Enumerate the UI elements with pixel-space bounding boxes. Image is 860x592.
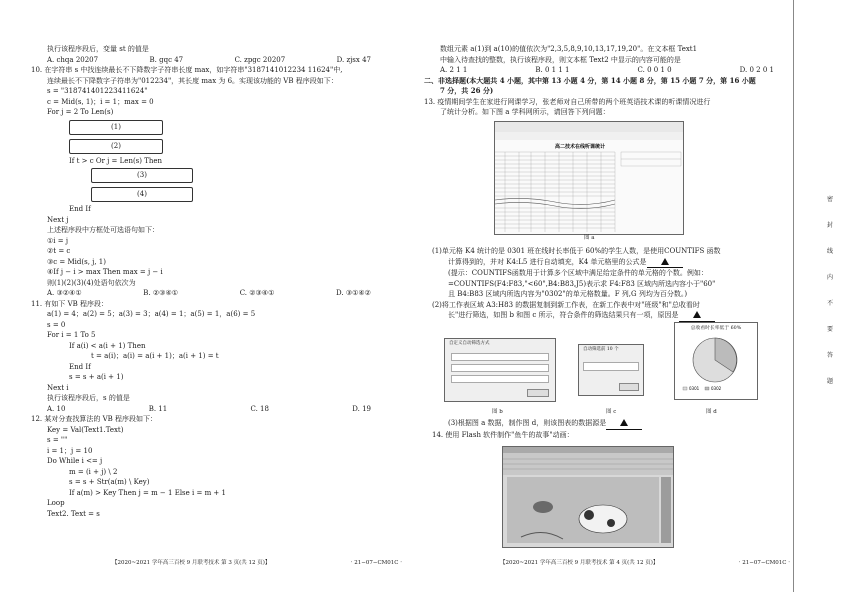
q13-1-line: (提示：COUNTIFS函数用于计算多个区域中满足给定条件的单元格的个数。例如： xyxy=(448,269,708,277)
seal-char: 要 xyxy=(826,326,833,333)
figure-b-caption: 图 b xyxy=(492,409,503,415)
q10-options xyxy=(31,288,371,299)
footer-text: 【2020~2021 学年高三百校 9 月联考技术 第 4 页(共 12 页)】 xyxy=(500,560,659,566)
q13-stem: 13. 疫情期间学生在家进行网课学习，张老师对自己所带的两个班英语技术课的听课情况进行 xyxy=(424,97,711,106)
figure-a-spreadsheet xyxy=(494,121,684,235)
option: C. zpgc 20207 xyxy=(234,55,286,64)
q13-2-line: (2)将工作表区域 A3:H83 的数据复制到新工作表，在新工作表中对"班级"和"总收看时 xyxy=(432,300,700,309)
code-line: Loop xyxy=(47,499,65,507)
q10-choice: ①i = j xyxy=(47,236,68,245)
flash-image xyxy=(503,447,673,547)
seal-char: 封 xyxy=(826,222,833,229)
seal-char: 密 xyxy=(826,196,833,203)
answer-marker-icon xyxy=(620,419,628,426)
option: A. 10 xyxy=(47,404,66,413)
answer-blank[interactable] xyxy=(647,257,683,269)
q10-stem-2: 连续最长不下降数字子符串为"012234"，其长度 max 为 6。实现该功能的 VB 程序段如下： xyxy=(47,76,338,85)
q9-options xyxy=(31,55,371,66)
code-line: If a(i) < a(i + 1) Then xyxy=(69,341,146,350)
seal-char: 题 xyxy=(826,378,833,385)
code-blank-box-4: (4) xyxy=(91,187,193,202)
code-line: Text2. Text = s xyxy=(47,509,100,518)
answer-blank[interactable] xyxy=(606,418,642,430)
figure-d-chart xyxy=(674,322,758,400)
option: D. 19 xyxy=(352,404,371,413)
code-line: End If xyxy=(69,205,91,213)
code-blank-box-3: (3) xyxy=(91,168,193,183)
code-line: t = a(i)；a(i) = a(i + 1)；a(i + 1) = t xyxy=(91,352,219,360)
code-line: c = Mid(s, 1)；i = 1；max = 0 xyxy=(47,97,154,106)
code-line: If a(m) > Key Then j = m − 1 Else i = m + 1 xyxy=(69,488,226,497)
code-line: End If xyxy=(69,362,91,371)
legend-label: 0301 xyxy=(689,386,700,392)
seal-line-text xyxy=(825,195,835,386)
fig-a-title: 高二技术在线听课统计 xyxy=(555,144,606,150)
q11-ask: 执行该程序段后，s 的值是 xyxy=(47,394,130,402)
option: A. ③②④① xyxy=(47,289,82,297)
section-heading-cont: 7 分，共 26 分) xyxy=(440,86,494,95)
q9-tail: 执行该程序段后，变量 st 的值是 xyxy=(47,45,149,53)
option: D. zjsx 47 xyxy=(336,55,371,64)
legend-swatch xyxy=(705,387,709,390)
footer-code: · 21−07−CM01C · xyxy=(350,560,402,566)
q13-3-line: (3)根据图 a 数据，制作图 d，则该图表的数据源是 xyxy=(432,418,772,430)
option: C. 18 xyxy=(250,404,269,413)
q12-options xyxy=(424,65,774,76)
code-line: Next i xyxy=(47,383,69,392)
code-line: If t > c Or j = Len(s) Then xyxy=(69,156,163,165)
q13-2-line: 长"进行筛选，如图 b 和图 c 所示，符合条件的筛选结果只有一项，原因是 xyxy=(432,310,772,322)
seal-char: 不 xyxy=(826,300,833,307)
code-line: Next j xyxy=(47,215,69,224)
q14-stem: 14. 使用 Flash 软件制作"鱼牛的故事"动画： xyxy=(432,430,574,439)
code-line: For i = 1 To 5 xyxy=(47,331,96,339)
q13-1-line: 且 B4:B83 区域内所选内容为"0302"的单元格数量。F 列,G 列均为百分数。) xyxy=(448,290,688,298)
q12-cont: 中输入待查找的整数，执行该程序段，则文本框 Text2 中显示的内容可能的是 xyxy=(440,55,681,64)
code-line: s = s + a(i + 1) xyxy=(69,373,124,381)
q13-part1 xyxy=(432,246,772,322)
code-line: s = 0 xyxy=(47,320,66,329)
q13-part3 xyxy=(432,418,772,440)
option: A. chqa 20207 xyxy=(47,55,99,64)
q13-1-line: =COUNTIFS(F4:F83,"<60",B4:B83,J5)表示求 F4:F83 区域内所选内容小于"60" xyxy=(448,279,716,288)
option: D. 0 2 0 1 xyxy=(739,66,774,74)
legend-swatch xyxy=(683,387,687,390)
q13-1-line: (1)单元格 K4 统计的是 0301 班在线时长率低于 60%的学生人数，是使用COUNTIFS 函数 xyxy=(432,247,721,255)
q12-cont: 数组元素 a(1)到 a(10)的值依次为"2,3,5,8,9,10,13,17,19,20"。在文本框 Text1 xyxy=(440,45,698,53)
seal-char: 线 xyxy=(826,248,833,255)
option: B. gqc 47 xyxy=(149,55,184,64)
footer-right xyxy=(500,559,790,567)
code-line: s = s + Str(a(m) \ Key) xyxy=(69,478,150,486)
q11-stem: 11. 有如下 VB 程序段： xyxy=(31,299,109,308)
option: C. ②③④① xyxy=(239,289,275,297)
q10-choice: ②t = c xyxy=(47,247,71,255)
code-line: i = 1；j = 10 xyxy=(47,446,93,455)
spreadsheet-image xyxy=(495,122,683,234)
figure-d-caption: 图 d xyxy=(706,409,717,415)
q10-choice: ③c = Mid(s, j, 1) xyxy=(47,257,106,266)
q10-fill: 上述程序段中方框处可选语句如下： xyxy=(47,226,159,234)
section-heading: 二、非选择题(本大题共 4 小题，其中第 13 小题 4 分，第 14 小题 8 分，第 15 小题 7 分，第 16 小题 xyxy=(424,75,756,85)
q11-options xyxy=(31,404,371,415)
right-column xyxy=(424,44,774,118)
answer-blank[interactable] xyxy=(679,310,715,322)
code-line: m = (i + j) \ 2 xyxy=(69,467,118,476)
code-line: s = "" xyxy=(47,436,68,444)
q13-1-line: 计算得到的，并对 K4:L5 进行自动填充，K4 单元格里的公式是 xyxy=(432,257,772,269)
code-line: Key = Val(Text1.Text) xyxy=(47,425,124,434)
footer-left xyxy=(112,559,402,567)
code-blank-box-1: (1) xyxy=(69,120,163,135)
option: D. ③①④② xyxy=(336,289,371,297)
figure-c-caption: 图 c xyxy=(606,409,617,415)
legend-label: 0302 xyxy=(711,386,722,392)
fig-b-title: 自定义自动筛选方式 xyxy=(449,341,490,346)
code-line: s = "318741401223411624" xyxy=(47,87,148,95)
left-column xyxy=(31,44,371,519)
answer-marker-icon xyxy=(693,311,701,318)
footer-text: 【2020~2021 学年高三百校 9 月联考技术 第 3 页(共 12 页)】 xyxy=(112,560,271,566)
code-line: a(1) = 4；a(2) = 5；a(3) = 3；a(4) = 1；a(5) = 1，a(6) = 5 xyxy=(47,310,256,318)
seal-char: 内 xyxy=(826,274,833,281)
code-blank-box-2: (2) xyxy=(69,139,163,154)
option: A. 2 1 1 xyxy=(440,66,468,74)
answer-marker-icon xyxy=(661,258,669,265)
code-line: Do While i <= j xyxy=(47,457,103,465)
code-line: For j = 2 To Len(s) xyxy=(47,108,114,116)
q10-stem-1: 10. 在字符串 s 中找连续最长不下降数字子符串长度 max，如字符串"3187141012234 11624"中, xyxy=(31,66,343,74)
q13-stem: 了统计分析。如下图 a 学科网所示，请回答下列问题： xyxy=(440,108,610,116)
footer-code: · 21−07−CM01C · xyxy=(738,560,790,566)
q12-stem: 12. 某对分查找算法的 VB 程序段如下： xyxy=(31,415,158,423)
figure-c-dialog xyxy=(578,344,644,396)
figure-b-dialog xyxy=(444,338,556,402)
q10-choice: ④If j − i > max Then max = j − i xyxy=(47,268,163,276)
binding-margin xyxy=(793,0,860,592)
fig-c-title: 自动筛选前 10 个 xyxy=(583,347,619,352)
option: B. 11 xyxy=(148,404,168,413)
figure-a-caption: 图 a xyxy=(584,235,595,241)
q10-ask: 则(1)(2)(3)(4)处语句依次为 xyxy=(47,278,136,287)
fig-d-title: 总收看时长率低于 60% xyxy=(690,326,742,331)
option: B. 0 1 1 1 xyxy=(535,66,570,74)
option: C. 0 0 1 0 xyxy=(637,66,672,74)
figure-flash-screenshot xyxy=(502,446,674,548)
option: B. ②③④① xyxy=(143,289,178,297)
pie-chart xyxy=(675,332,757,394)
seal-char: 答 xyxy=(826,352,833,359)
